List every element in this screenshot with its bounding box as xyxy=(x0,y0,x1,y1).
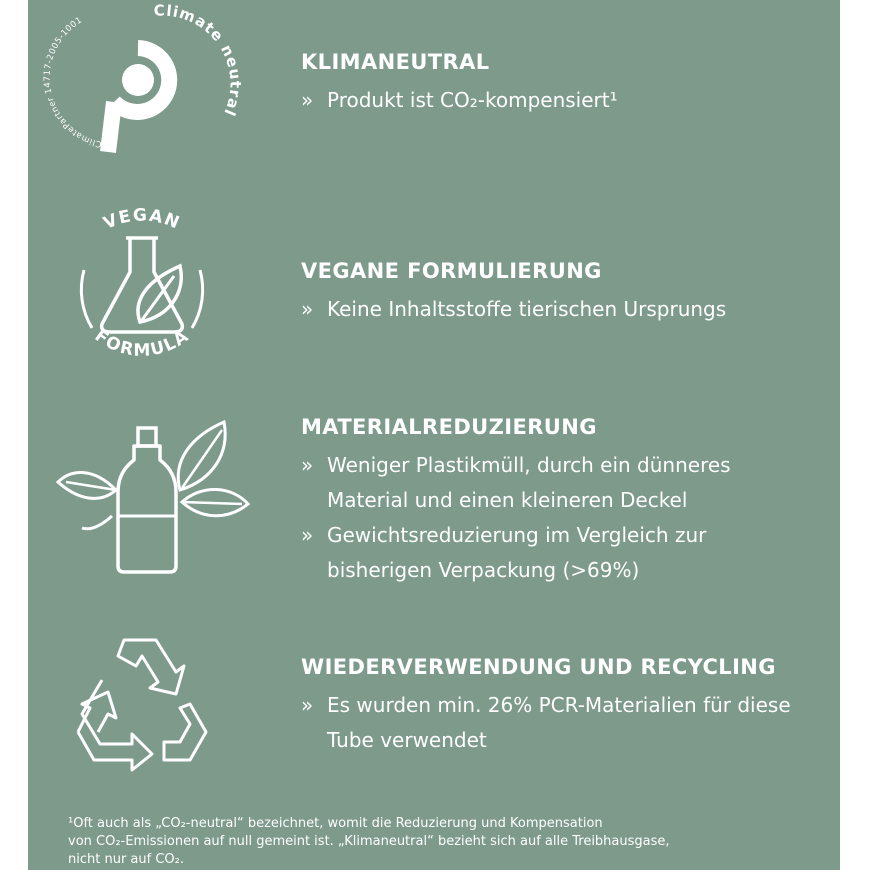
feature-title: MATERIALREDUZIERUNG xyxy=(301,415,597,439)
footnote-line: von CO₂-Emissionen auf null gemeint ist. „Klimaneutral“ bezieht sich auf alle Treibhausgase, xyxy=(68,834,670,849)
feature-title: WIEDERVERWENDUNG UND RECYCLING xyxy=(301,655,776,679)
feature-title: KLIMANEUTRAL xyxy=(301,50,490,74)
bullet-mark: » xyxy=(301,523,314,547)
feature-bullet xyxy=(301,518,801,588)
bullet-text: Produkt ist CO₂-kompensiert¹ xyxy=(327,88,618,112)
badge-ring-text: ClimatePartner 14717-2005-1001 xyxy=(42,15,103,149)
feature-wiederverwendung-recycling xyxy=(301,652,801,758)
feature-title: VEGANE FORMULIERUNG xyxy=(301,259,602,283)
feature-bullet xyxy=(301,292,831,327)
bullet-text: Gewichtsreduzierung im Vergleich zur bisherigen Verpackung (>69%) xyxy=(327,523,707,582)
bullet-mark: » xyxy=(301,693,314,717)
feature-bullet xyxy=(301,448,801,518)
bullet-mark: » xyxy=(301,453,314,477)
recycling-icon xyxy=(72,632,212,772)
vegan-text: VEGAN xyxy=(100,205,184,234)
formula-text: FORMULA xyxy=(90,325,194,361)
bottle-leaves-icon xyxy=(52,420,252,580)
bullet-mark: » xyxy=(301,297,314,321)
feature-bullet xyxy=(301,83,831,118)
svg-text:VEGAN xyxy=(101,205,184,233)
climate-neutral-badge-icon xyxy=(42,1,245,162)
svg-text:ClimatePartner 14717-2005-1001 xyxy=(43,15,103,149)
bullet-text: Es wurden min. 26% PCR-Materialien für diese Tube verwendet xyxy=(327,693,791,752)
footnote xyxy=(68,815,788,869)
sustainability-panel xyxy=(28,0,840,870)
vegan-formula-icon xyxy=(62,200,222,375)
badge-climate-text: Climate neutral xyxy=(153,1,245,120)
feature-klimaneutral xyxy=(301,47,831,118)
feature-bullet xyxy=(301,688,801,758)
feature-materialreduzierung xyxy=(301,412,801,588)
bullet-mark: » xyxy=(301,88,314,112)
feature-vegane-formulierung xyxy=(301,256,831,327)
bullet-text: Keine Inhaltsstoffe tierischen Ursprungs xyxy=(327,297,727,321)
footnote-line: nicht nur auf CO₂. xyxy=(68,852,184,867)
bullet-text: Weniger Plastikmüll, durch ein dünneres Material und einen kleineren Deckel xyxy=(327,453,731,512)
footnote-line: ¹Oft auch als „CO₂-neutral“ bezeichnet, womit die Reduzierung und Kompensation xyxy=(68,816,603,831)
